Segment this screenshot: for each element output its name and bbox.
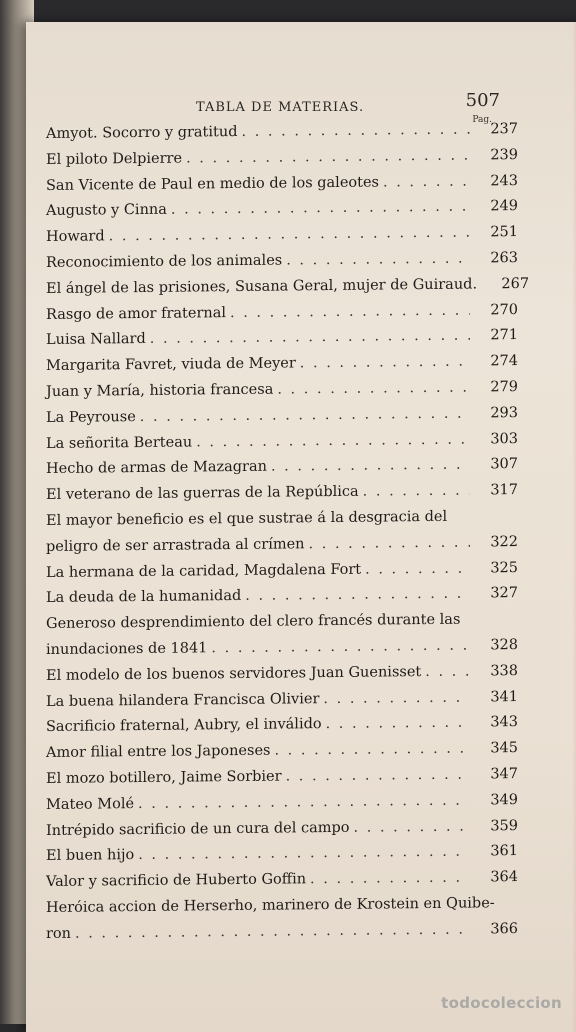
toc-entry-page: 349 — [474, 788, 518, 814]
leader-dots — [309, 530, 470, 557]
toc-entry-page: 317 — [474, 478, 518, 504]
toc-entry-page: 322 — [474, 530, 518, 556]
toc-entry-title: El ángel de las prisiones, Susana Geral, mujer de Guiraud. — [46, 272, 477, 302]
red-page-edge — [572, 22, 576, 1032]
leader-dots — [138, 840, 470, 869]
leader-dots — [196, 427, 470, 456]
toc-entry-page: 364 — [474, 865, 518, 891]
page-number: 507 — [466, 90, 500, 111]
leader-dots — [425, 659, 470, 685]
toc-entry-title: El veterano de las guerras de la República — [46, 480, 359, 509]
leader-dots — [186, 143, 470, 172]
toc-entry-title: Reconocimiento de los animales — [46, 249, 282, 277]
leader-dots — [241, 118, 470, 146]
toc-entry-page: 307 — [474, 452, 518, 478]
toc-entry-page: 274 — [474, 349, 518, 375]
toc-entry-title: El mozo botillero, Jaime Sorbier — [46, 764, 282, 792]
toc-entry-title: El piloto Delpierre — [46, 146, 182, 173]
toc-entry-title: El modelo de los buenos servidores Juan Guenisset — [46, 660, 421, 690]
toc-entry-title: Valor y sacrificio de Huberto Goffin — [46, 867, 306, 896]
running-header: TABLA DE MATERIAS. — [196, 100, 490, 115]
leader-dots — [245, 582, 470, 610]
leader-dots — [211, 633, 470, 662]
toc-entry-title: Hecho de armas de Mazagran — [46, 455, 267, 483]
toc-entry-page: 341 — [474, 685, 518, 711]
toc-entry-page: 263 — [474, 246, 518, 272]
toc-entry-title: La hermana de la caridad, Magdalena Fort — [46, 557, 361, 586]
toc-entry-title: Heróica accion de Herserho, marinero de Krostein en Quibe- — [46, 891, 495, 921]
toc-entry-title: Sacrificio fraternal, Aubry, el inválido — [46, 712, 322, 741]
toc-entry-page: 239 — [474, 143, 518, 169]
toc-entry-title: Amyot. Socorro y gratitud — [46, 120, 237, 148]
leader-dots — [310, 866, 470, 893]
book-page — [26, 22, 576, 1032]
toc-entry-title: Augusto y Cinna — [46, 198, 167, 225]
toc-entry-title: Margarita Favret, viuda de Meyer — [46, 352, 296, 380]
toc-entry-title: Amor filial entre los Japoneses — [46, 739, 270, 767]
leader-dots — [354, 814, 470, 841]
toc-entry-page: 361 — [474, 839, 518, 865]
toc-entry-page: 249 — [474, 194, 518, 220]
toc-entry-title: ron — [46, 921, 71, 947]
toc-entry-page: 267 — [485, 272, 529, 298]
toc-entry — [46, 917, 518, 948]
toc-entry-page: 328 — [474, 633, 518, 659]
toc-entry-page: 251 — [474, 220, 518, 246]
toc-entry-page: 345 — [474, 736, 518, 762]
toc-entry-page: 343 — [474, 710, 518, 736]
toc-entry-page: 359 — [474, 814, 518, 840]
toc-entry-title: peligro de ser arrastrada al crímen — [46, 532, 305, 561]
leader-dots — [274, 737, 470, 765]
toc-entry-title: Howard — [46, 225, 105, 251]
leader-dots — [383, 169, 470, 196]
toc-entry-page: 270 — [474, 298, 518, 324]
table-of-contents — [46, 117, 518, 947]
leader-dots — [271, 453, 470, 481]
toc-entry-page: 338 — [474, 659, 518, 685]
leader-dots — [323, 685, 470, 712]
leader-dots — [286, 762, 470, 790]
leader-dots — [277, 376, 470, 404]
leader-dots — [230, 298, 470, 326]
toc-entry-page: 271 — [474, 323, 518, 349]
toc-entry — [46, 478, 518, 509]
leader-dots — [138, 788, 470, 817]
leader-dots — [140, 401, 470, 430]
toc-entry-title: Mateo Molé — [46, 792, 134, 819]
toc-entry-title: El mayor beneficio es el que sustrae á la desgracia del — [46, 505, 447, 535]
leader-dots — [150, 324, 470, 353]
leader-dots — [75, 917, 470, 947]
leader-dots — [109, 221, 470, 251]
toc-entry-title: San Vicente de Paul en medio de los galeotes — [46, 170, 379, 199]
toc-entry-title: Juan y María, historia francesa — [46, 378, 273, 406]
toc-entry-page: 243 — [474, 169, 518, 195]
toc-entry-title: Rasgo de amor fraternal — [46, 301, 226, 329]
leader-dots — [171, 195, 470, 224]
leader-dots — [286, 247, 470, 275]
toc-entry-title: La señorita Berteau — [46, 430, 192, 457]
toc-entry-title: El buen hijo — [46, 843, 134, 870]
toc-entry-page: 347 — [474, 762, 518, 788]
toc-entry-page: 325 — [474, 556, 518, 582]
toc-entry-page: 279 — [474, 375, 518, 401]
leader-dots — [365, 556, 470, 583]
toc-entry-title: Luisa Nallard — [46, 327, 146, 354]
toc-entry-title: La buena hilandera Francisca Olivier — [46, 687, 319, 716]
leader-dots — [363, 479, 470, 506]
toc-entry-title: inundaciones de 1841 — [46, 636, 207, 663]
toc-entry-title: La Peyrouse — [46, 405, 136, 432]
toc-entry-page: 293 — [474, 401, 518, 427]
toc-entry-page: 237 — [474, 117, 518, 143]
leader-dots — [300, 350, 470, 378]
toc-entry-title: Generoso desprendimiento del clero francés durante las — [46, 608, 460, 638]
toc-entry-page: 366 — [474, 917, 518, 943]
leader-dots — [326, 711, 470, 738]
toc-entry-title: La deuda de la humanidad — [46, 584, 241, 612]
toc-entry-title: Intrépido sacrificio de un cura del campo — [46, 815, 350, 844]
watermark-logo: todocoleccion — [441, 994, 562, 1012]
toc-entry-page: 327 — [474, 581, 518, 607]
pag-column-label: Pag. — [472, 115, 492, 125]
toc-entry-page: 303 — [474, 427, 518, 453]
